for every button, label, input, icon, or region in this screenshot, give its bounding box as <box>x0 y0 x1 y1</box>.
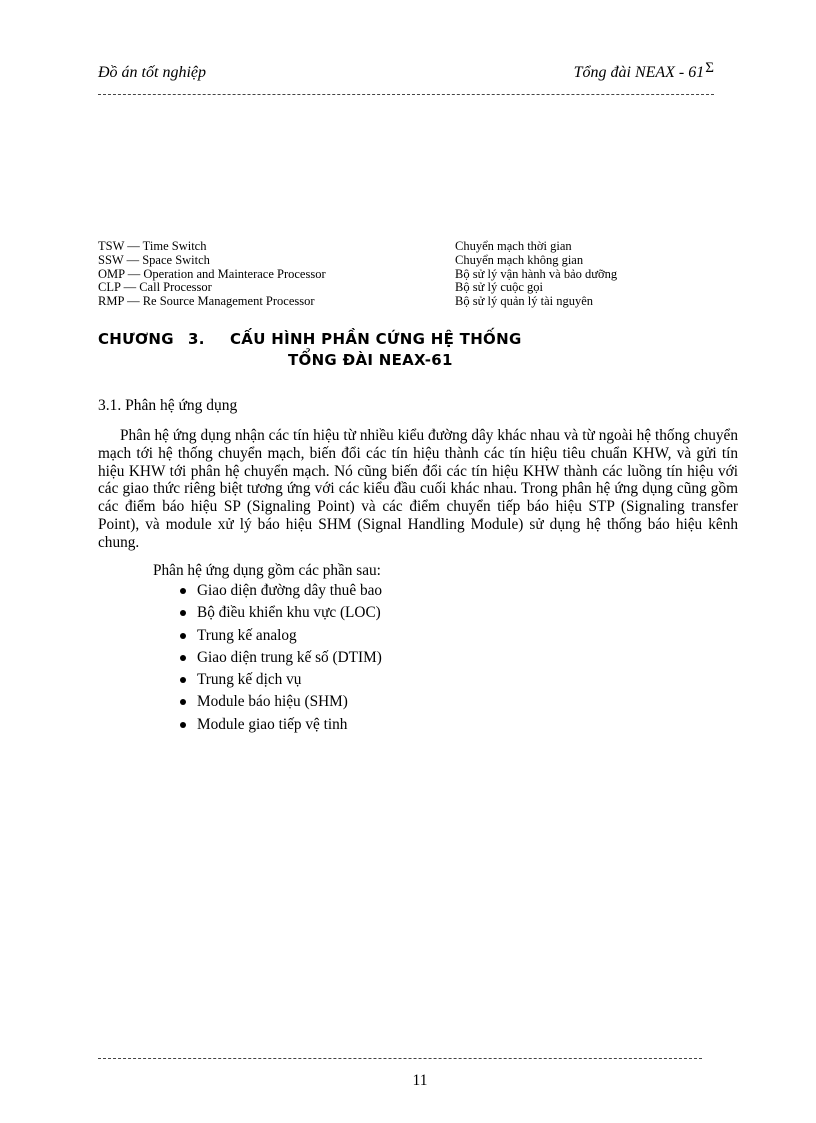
list-item <box>180 691 382 713</box>
abbreviation-meaning: Bộ sử lý quản lý tài nguyên <box>455 294 594 309</box>
header-left-text: Đồ án tốt nghiệp <box>98 64 206 81</box>
abbreviation-row <box>98 268 658 282</box>
bullet-icon <box>180 610 186 616</box>
chapter-title-line2: TỔNG ĐÀI NEAX-61 <box>288 351 453 369</box>
list-item-text: Module báo hiệu (SHM) <box>197 693 348 711</box>
page-header <box>98 60 714 88</box>
abbreviation-code: OMP — Operation and Mainterace Processor <box>98 266 326 281</box>
header-right-text <box>573 60 714 82</box>
abbreviation-meaning: Chuyển mạch không gian <box>455 252 584 267</box>
list-item <box>180 669 382 691</box>
abbreviation-meaning: Chuyển mạch thời gian <box>455 239 572 253</box>
component-list <box>180 580 382 736</box>
list-item-text: Bộ điều khiển khu vực (LOC) <box>197 604 381 622</box>
list-item <box>180 602 382 624</box>
list-item <box>180 580 382 602</box>
abbreviation-list <box>98 240 658 309</box>
chapter-label: CHƯƠNG <box>98 330 174 348</box>
list-item-text: Trung kế analog <box>197 626 297 644</box>
header-divider <box>98 94 714 95</box>
abbreviation-meaning: Bộ sử lý vận hành và bảo dưỡng <box>455 266 618 281</box>
list-item-text: Giao diện đường dây thuê bao <box>197 582 383 599</box>
abbreviation-code: SSW — Space Switch <box>98 252 210 267</box>
abbreviation-code: RMP — Re Source Management Processor <box>98 294 315 309</box>
abbreviation-row <box>98 281 658 295</box>
list-intro: Phân hệ ứng dụng gồm các phần sau: <box>153 562 381 579</box>
bullet-icon <box>180 655 186 661</box>
body-paragraph: Phân hệ ứng dụng nhận các tín hiệu từ nhiều kiểu đường dây khác nhau và từ ngoài hệ thống chuyển mạch tới hệ thống chuyển mạch, biến đổi các tín hiệu thành các tín hiệu tiêu chuẩn KHW, và gửi tín hiệu KHW tới phân hệ chuyển mạch. Nó cũng biến đổi các tín hiệu KHW thành các luồng tín hiệu với các giao thức riêng biệt tương ứng với các kiểu đầu cuối khác nhau. Trong phân hệ ứng dụng cũng gồm các điểm báo hiệu SP (Signaling Point) và các điểm chuyển tiếp báo hiệu STP (Signaling transfer Point), và module xử lý báo hiệu SHM (Signal Handling Module) sử dụng hệ thống báo hiệu kênh chung. <box>98 427 738 551</box>
chapter-number: 3. <box>188 330 205 348</box>
bullet-icon <box>180 633 186 639</box>
abbreviation-code: TSW — Time Switch <box>98 239 207 253</box>
chapter-title-line1: CẤU HÌNH PHẦN CỨNG HỆ THỐNG <box>230 330 522 348</box>
abbreviation-row <box>98 295 658 309</box>
abbreviation-code: CLP — Call Processor <box>98 280 212 295</box>
abbreviation-row <box>98 254 658 268</box>
abbreviation-meaning: Bộ sử lý cuộc gọi <box>455 280 544 295</box>
footer-divider <box>98 1058 702 1059</box>
page-number: 11 <box>412 1072 428 1089</box>
sigma-symbol: Σ <box>705 60 714 76</box>
bullet-icon <box>180 588 186 594</box>
list-item-text: Module giao tiếp vệ tinh <box>197 715 348 733</box>
list-item <box>180 625 382 647</box>
bullet-icon <box>180 722 186 728</box>
list-item <box>180 714 382 736</box>
bullet-icon <box>180 699 186 705</box>
header-title: Tổng đài NEAX - 61 <box>573 64 705 81</box>
section-title: 3.1. Phân hệ ứng dụng <box>98 397 238 414</box>
abbreviation-row <box>98 240 658 254</box>
list-item-text: Trung kế dịch vụ <box>197 671 302 689</box>
list-item-text: Giao diện trung kế số (DTIM) <box>197 648 382 666</box>
bullet-icon <box>180 677 186 683</box>
list-item <box>180 647 382 669</box>
